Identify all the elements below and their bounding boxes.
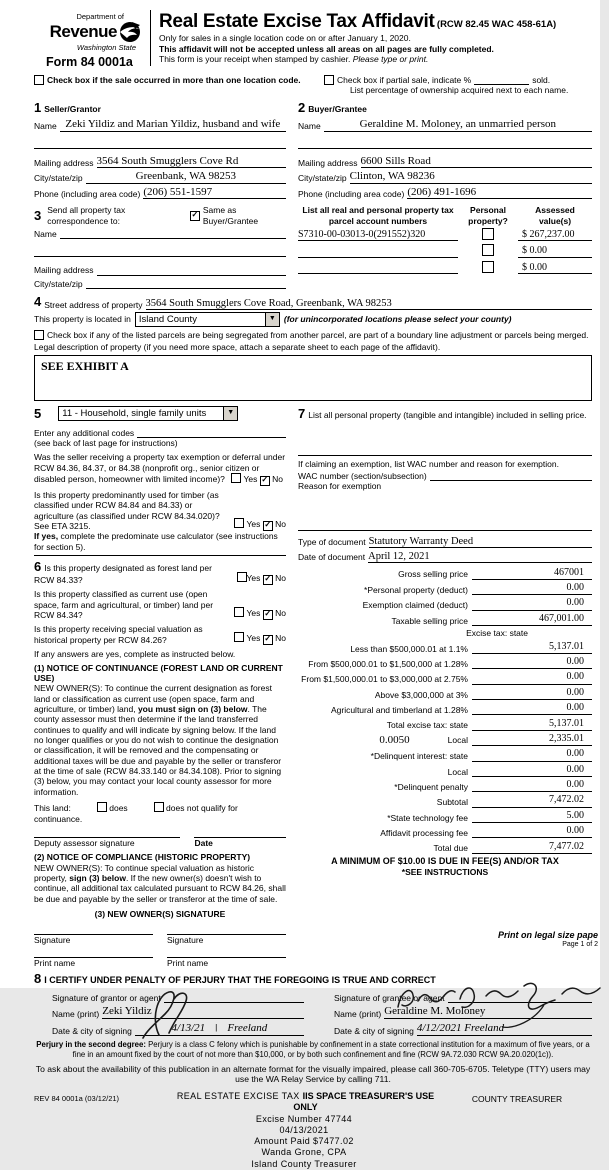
treasurer-title: Island County Treasurer bbox=[251, 1158, 357, 1169]
deputy-date-label: Date bbox=[194, 837, 213, 848]
certify-statement: I CERTIFY UNDER PENALTY OF PERJURY THAT THE FOREGOING IS TRUE AND CORRECT bbox=[44, 975, 436, 986]
section-8-number: 8 bbox=[34, 971, 42, 987]
section-3-correspondence bbox=[34, 205, 286, 289]
county-dropdown-value: Island County bbox=[138, 313, 197, 325]
partial-sale-sold-label: sold. bbox=[532, 74, 551, 85]
buyer-city-field[interactable]: Clinton, WA 98236 bbox=[350, 171, 592, 184]
owner-signature-label-2: Signature bbox=[167, 935, 204, 946]
seller-name-2-field[interactable] bbox=[34, 139, 286, 149]
section-4-number: 4 bbox=[34, 294, 42, 310]
assessed-value-field-2[interactable]: $ 0.00 bbox=[518, 246, 592, 258]
section-1-title: Seller/Grantor bbox=[44, 104, 101, 115]
logo-dept-text: Department of bbox=[76, 12, 124, 21]
county-treasurer-label: COUNTY TREASURER bbox=[471, 1094, 563, 1105]
perjury-statement: Perjury in the second degree: Perjury is a class C felony which is punishable by confinement in a state correctional institution for a maximum of five years, or a fine in an amount fixed by the court of not more than $10,000, or by both such confinement and fine (RCW 9A.72.030 RCW 9A.20.020(1c)). bbox=[36, 1040, 590, 1060]
grantee-date-field[interactable]: 4/12/2021 Freeland bbox=[417, 1022, 592, 1036]
section-6: 6 Is this property designated as forest land per RCW 84.33? Yes ✓ No Is this property classified as current use (open space, farm and agricultural, or timber) land per RCW 84.34? Yes ✓ No Is this property receiving special valuation as historical property per RCW 84.26? Yes ✓ No If any answers are yes, complete as instructed below. (1) NOTICE OF CONTINUANCE (FOREST LAND OR CURRENT USE) NEW OWNER(S): To continue the current designation as forest land or classification as current use (open space, farm and agriculture, or timber) land, you must sign on (3) below. The county assessor must then determine if the land transferred continues to qualify and will indicate by signing below. If the land no longer qualifies or you do not wish to continue the designation or classification, it will be removed and the compensating or additional taxes will be due and payable by the seller or transferor at the time of sale (RCW 84.33.140 or 84.34.108). Prior to signing (3) below, you may contact your local county assessor for more information. This land: does does not qualify for continuance. Deputy assessor signature Date (2) NOTICE OF COMPLIANCE (HISTORIC PROPERTY) NEW OWNER(S): To continue special valuation as historic property, sign (3) below. If the new owner(s) doesn't wish to continue, all additional tax calculated pursuant to RCW 84.26, shall be due and payable by the seller or transferor at the time of sale. (3) NEW OWNER(S) SIGNATURE Signature Signature Print name Print name bbox=[34, 559, 286, 968]
owner-print-label-1: Print name bbox=[34, 957, 76, 968]
county-note: (for unincorporated locations please select your county) bbox=[283, 314, 512, 325]
tax-row-tier-3: From $1,500,000.01 to $3,000,000 at 2.75% 0.00 bbox=[298, 671, 592, 684]
section-1-seller bbox=[34, 100, 286, 199]
excise-number: Excise Number 47744 bbox=[255, 1113, 353, 1124]
buyer-phone-field[interactable]: (206) 491-1696 bbox=[407, 187, 592, 200]
tax-row-agricultural: Agricultural and timberland at 1.28% 0.00 bbox=[298, 702, 592, 715]
grantor-sig-label: Signature of grantor or agent bbox=[52, 992, 161, 1003]
multiple-location-label: Check box if the sale occurred in more than one location code. bbox=[47, 74, 301, 85]
grantor-date-handwritten: 4/13/21 bbox=[171, 1021, 206, 1034]
tax-row-gross: Gross selling price 467001 bbox=[298, 567, 592, 580]
forest-no-checkbox[interactable] bbox=[263, 575, 273, 585]
buyer-mailing-field[interactable]: 6600 Sills Road bbox=[361, 156, 592, 169]
located-in-label: This property is located in bbox=[34, 314, 131, 325]
section-7-number: 7 bbox=[298, 405, 306, 421]
current-use-no-checkbox[interactable] bbox=[263, 610, 273, 620]
stamp-title: REAL ESTATE EXCISE TAX bbox=[176, 1091, 300, 1102]
exemption-no-checkbox[interactable] bbox=[260, 476, 270, 486]
assessed-value-col-header: Assessed value(s) bbox=[535, 205, 575, 226]
document-divider bbox=[298, 530, 592, 531]
historical-question: Is this property receiving special valuation as historical property per RCW 84.26? bbox=[34, 624, 203, 645]
same-as-buyer-checkbox[interactable] bbox=[190, 211, 200, 221]
deputy-assessor-row bbox=[34, 836, 286, 848]
notice-continuance-title: (1) NOTICE OF CONTINUANCE (FOREST LAND OR CURRENT USE) bbox=[34, 662, 283, 683]
current-use-yes-checkbox[interactable] bbox=[234, 607, 244, 617]
additional-codes-label: Enter any additional codes bbox=[34, 427, 135, 438]
owner-signature-label-1: Signature bbox=[34, 935, 71, 946]
section-5 bbox=[34, 406, 286, 556]
deputy-signature-label: Deputy assessor signature bbox=[34, 837, 135, 848]
personal-property-checkbox-3[interactable] bbox=[482, 261, 494, 273]
grantor-name-field[interactable]: Zeki Yildiz bbox=[102, 1006, 304, 1019]
corr-mailing-label: Mailing address bbox=[34, 265, 94, 276]
print-footer bbox=[498, 930, 598, 950]
exemption-question: Was the seller receiving a property tax exemption or deferral under RCW 84.36, 84.37, or 84.38 (nonprofit org., senior citizen or disabled person, homeowner with limited income)? Yes ✓ No bbox=[34, 452, 286, 486]
corr-city-label: City/state/zip bbox=[34, 278, 83, 289]
notice-continuance-body: NEW OWNER(S): To continue the current designation as forest land or classification as current use (open space, farm and agriculture, or timber) land, you must sign on (3) below. The county assessor must then determine if the land transferred continues to qualify and will indicate by signing below. If the land no longer qualifies or you do not wish to continue the designation or classification, it will be removed and the compensating or additional taxes will be due and payable by the seller or transferor at the time of sale (RCW 84.33.140 or 84.34.108). Prior to signing (3) below, you may contact your local county assessor for more information. bbox=[34, 683, 282, 797]
corr-city-field[interactable] bbox=[86, 279, 286, 289]
minimum-due-note: A MINIMUM OF $10.00 IS DUE IN FEE(S) AND/OR TAX bbox=[331, 855, 559, 866]
tax-row-excise-header: Excise tax: state bbox=[466, 628, 528, 639]
exemption-yes-checkbox[interactable] bbox=[231, 473, 241, 483]
parcel-table-header bbox=[298, 205, 592, 226]
new-owner-signature-row bbox=[34, 933, 286, 945]
street-address-field[interactable]: 3564 South Smugglers Cove Road, Greenbank, WA 98253 bbox=[146, 298, 592, 310]
grantor-sig-field[interactable] bbox=[164, 993, 304, 1003]
reason-exemption-field[interactable] bbox=[298, 492, 592, 528]
partial-sale-checkbox[interactable] bbox=[324, 75, 334, 85]
date-city-divider: | bbox=[215, 1021, 218, 1032]
parcel-col-header: List all real and personal property tax parcel account numbers bbox=[302, 205, 454, 226]
stamp-date: 04/13/2021 bbox=[279, 1124, 329, 1135]
forest-yes-checkbox[interactable] bbox=[237, 572, 247, 582]
street-address-label: Street address of property bbox=[44, 299, 143, 310]
buyer-name-field[interactable]: Geraldine M. Moloney, an unmarried person bbox=[324, 119, 592, 132]
land-use-dropdown-arrow-icon[interactable]: ▼ bbox=[223, 407, 237, 420]
tax-row-taxable: Taxable selling price 467,001.00 bbox=[298, 613, 592, 626]
tax-row-tier-1: Less than $500,000.01 at 1.1% 5,137.01 bbox=[298, 641, 592, 654]
treasurer-name: Wanda Grone, CPA bbox=[261, 1147, 347, 1158]
legal-description-value: SEE EXHIBIT A bbox=[41, 358, 129, 373]
tax-row-delinquent-penalty: *Delinquent penalty 0.00 bbox=[298, 779, 592, 792]
page-title: Real Estate Excise Tax Affidavit bbox=[159, 11, 435, 32]
current-use-question: Is this property classified as current use (open space, farm and agricultural, or timber) land per RCW 84.34? bbox=[34, 589, 214, 621]
see-back-note: (see back of last page for instructions) bbox=[34, 437, 178, 448]
corr-name-label: Name bbox=[34, 229, 57, 240]
section-5-number: 5 bbox=[34, 405, 42, 421]
type-of-document-label: Type of document bbox=[298, 537, 366, 548]
section-4-property bbox=[34, 294, 592, 401]
tax-row-tier-4: Above $3,000,000 at 3% 0.00 bbox=[298, 687, 592, 700]
assessed-value-field-3[interactable]: $ 0.00 bbox=[518, 263, 592, 275]
revenue-swirl-icon bbox=[118, 21, 142, 43]
section-7 bbox=[298, 406, 592, 531]
personal-property-col-header: Personal property? bbox=[468, 205, 508, 226]
personal-property-checkbox-1[interactable] bbox=[482, 228, 494, 240]
notice-compliance-title: (2) NOTICE OF COMPLIANCE (HISTORIC PROPERTY) bbox=[34, 852, 251, 863]
partial-sale-label: Check box if partial sale, indicate % bbox=[337, 74, 472, 85]
section-2-number: 2 bbox=[298, 100, 306, 116]
land-use-code-dropdown[interactable] bbox=[58, 406, 238, 421]
grantee-sig-label: Signature of grantee or agent bbox=[334, 992, 445, 1003]
wac-number-label: WAC number (section/subsection) bbox=[298, 470, 427, 481]
additional-codes-field[interactable] bbox=[137, 428, 286, 438]
parcel-row bbox=[298, 261, 592, 274]
tax-row-total-state: Total excise tax: state 5,137.01 bbox=[298, 718, 592, 731]
grantee-sig-field[interactable] bbox=[448, 993, 592, 1003]
same-as-buyer-label: Same as Buyer/Grantee bbox=[202, 205, 259, 226]
personal-property-label: List all personal property (tangible and intangible) included in selling price. bbox=[308, 409, 587, 420]
treasurer-stamp bbox=[169, 1091, 442, 1170]
tax-row-subtotal: Subtotal 7,472.02 bbox=[298, 794, 592, 807]
grantee-name-label: Name (print) bbox=[334, 1008, 382, 1019]
assessed-value-field-1[interactable]: $ 267,237.00 bbox=[518, 230, 592, 242]
seller-name-label: Name bbox=[34, 121, 57, 132]
treasurer-use-label: IIS SPACE TREASURER'S USE ONLY bbox=[293, 1091, 435, 1113]
section-1-number: 1 bbox=[34, 100, 42, 116]
historical-yes-checkbox[interactable] bbox=[234, 632, 244, 642]
section-2-title: Buyer/Grantee bbox=[308, 104, 367, 115]
buyer-name-2-field[interactable] bbox=[298, 139, 592, 149]
personal-property-field[interactable] bbox=[298, 422, 592, 452]
if-yes-note: If yes, complete the predominate use calculator (see instructions for section 5). bbox=[34, 531, 278, 552]
parcel-number-field-3[interactable] bbox=[298, 263, 458, 274]
continuance-label: continuance. bbox=[34, 813, 83, 824]
if-any-note: If any answers are yes, complete as instructed below. bbox=[34, 649, 236, 660]
tax-row-processing-fee: Affidavit processing fee 0.00 bbox=[298, 825, 592, 838]
section-3-label: Send all property tax correspondence to: bbox=[47, 205, 126, 226]
parcel-number-field[interactable]: S7310-00-03013-0(291552)320 bbox=[298, 230, 458, 242]
owner-print-label-2: Print name bbox=[167, 957, 209, 968]
buyer-name-label: Name bbox=[298, 121, 321, 132]
rev-number: REV 84 0001a (03/12/21) bbox=[34, 1094, 120, 1104]
local-rate-value: 0.0050 bbox=[379, 733, 410, 746]
new-owners-signature-title: (3) NEW OWNER(S) SIGNATURE bbox=[94, 909, 226, 920]
amount-paid: Amount Paid $7477.02 bbox=[254, 1136, 354, 1147]
exemption-claim-note: If claiming an exemption, list WAC number and reason for exemption. bbox=[298, 458, 559, 469]
form-number: Form 84 0001a bbox=[46, 55, 133, 70]
grantor-date-field[interactable] bbox=[135, 1022, 304, 1036]
seller-city-field[interactable]: Greenbank, WA 98253 bbox=[86, 171, 286, 184]
header-divider bbox=[150, 10, 151, 66]
header-subtitle-3: This form is your receipt when stamped by cashier. Please type or print. bbox=[159, 53, 429, 64]
type-of-document-field[interactable]: Statutory Warranty Deed bbox=[369, 536, 592, 548]
tax-row-total-due: Total due 7,477.02 bbox=[298, 841, 592, 854]
legal-description-label: Legal description of property (if you need more space, attach a separate sheet to each page of the affidavit). bbox=[34, 342, 441, 353]
tax-row-personal-deduct: *Personal property (deduct) 0.00 bbox=[298, 582, 592, 595]
wac-number-field[interactable] bbox=[430, 471, 592, 481]
historical-no-checkbox[interactable] bbox=[263, 635, 273, 645]
ownership-note: List percentage of ownership acquired next to each name. bbox=[350, 84, 569, 95]
buyer-city-label: City/state/zip bbox=[298, 173, 347, 184]
land-does-not-checkbox[interactable] bbox=[154, 802, 164, 812]
section-3-number: 3 bbox=[34, 207, 42, 223]
county-dropdown-arrow-icon[interactable]: ▼ bbox=[265, 313, 279, 326]
timber-yes-checkbox[interactable] bbox=[234, 518, 244, 528]
date-of-document-label: Date of document bbox=[298, 552, 366, 563]
header-subtitle-1: Only for sales in a single location code on or after January 1, 2020. bbox=[159, 33, 411, 44]
timber-question: Is this property predominantly used for timber (as classified under RCW 84.84 and 84.33) or agriculture (as classified under RCW 84.34.020)? See ETA 3215. Yes ✓ No bbox=[34, 490, 286, 531]
seller-phone-label: Phone (including area code) bbox=[34, 188, 141, 199]
grantee-date-label: Date & city of signing bbox=[334, 1025, 414, 1036]
parcel-row bbox=[298, 228, 592, 241]
new-owner-print-row bbox=[34, 956, 286, 968]
header-subtitle-2: This affidavit will not be accepted unless all areas on all pages are fully completed. bbox=[159, 43, 494, 54]
seller-name-field[interactable]: Zeki Yildiz and Marian Yildiz, husband and wife bbox=[60, 119, 286, 132]
logo-revenue-text: Revenue bbox=[49, 21, 117, 41]
county-dropdown[interactable] bbox=[135, 312, 280, 327]
rcw-reference: (RCW 82.45 WAC 458-61A) bbox=[436, 19, 557, 30]
header bbox=[34, 8, 592, 71]
top-checkbox-row bbox=[34, 75, 592, 96]
corr-name-2-field[interactable] bbox=[34, 247, 286, 257]
parcel-table bbox=[298, 205, 592, 289]
document-info bbox=[298, 536, 592, 563]
parcel-row bbox=[298, 244, 592, 257]
section-8-certification bbox=[34, 971, 592, 1036]
section-7-divider bbox=[298, 455, 592, 456]
date-of-document-field[interactable]: April 12, 2021 bbox=[368, 551, 592, 563]
section-6-number: 6 bbox=[34, 559, 42, 575]
forest-land-question: Is this property designated as forest land per RCW 84.33? bbox=[34, 563, 212, 585]
grantee-name-field[interactable]: Geraldine M. Moloney bbox=[384, 1006, 592, 1019]
page-number: Page 1 of 2 bbox=[562, 940, 598, 948]
buyer-phone-label: Phone (including area code) bbox=[298, 188, 405, 199]
header-title-block bbox=[159, 8, 592, 71]
tax-row-delinquent-interest-local: Local 0.00 bbox=[298, 764, 592, 777]
revenue-logo bbox=[34, 8, 142, 71]
footer bbox=[34, 1091, 592, 1170]
tax-row-technology-fee: *State technology fee 5.00 bbox=[298, 810, 592, 823]
print-note: Print on legal size pape bbox=[497, 930, 598, 940]
land-does-checkbox[interactable] bbox=[97, 802, 107, 812]
seller-mailing-field[interactable]: 3564 South Smugglers Cove Rd bbox=[97, 156, 286, 169]
alt-format-statement: To ask about the availability of this publication in an alternate format for the visually impaired, please call 360-705-6705. Teletype (TTY) users may use the WA Relay Service by calling 711. bbox=[35, 1063, 591, 1085]
segregated-checkbox[interactable] bbox=[34, 330, 44, 340]
this-land-row: This land: does does not qualify for bbox=[34, 802, 238, 814]
grantor-date-label: Date & city of signing bbox=[52, 1025, 132, 1036]
timber-no-checkbox[interactable] bbox=[263, 521, 273, 531]
segregated-label: Check box if any of the listed parcels are being segregated from another parcel, are part of a boundary line adjustment or parcels being merged. bbox=[47, 329, 589, 340]
seller-phone-field[interactable]: (206) 551-1597 bbox=[143, 187, 286, 200]
tax-row-exemption-deduct: Exemption claimed (deduct) 0.00 bbox=[298, 597, 592, 610]
tax-row-delinquent-interest-state: *Delinquent interest: state 0.00 bbox=[298, 748, 592, 761]
personal-property-checkbox-2[interactable] bbox=[482, 244, 494, 256]
parcel-number-field-2[interactable] bbox=[298, 247, 458, 258]
seller-mailing-label: Mailing address bbox=[34, 157, 94, 168]
tax-row-tier-2: From $500,000.01 to $1,500,000 at 1.28% 0.00 bbox=[298, 656, 592, 669]
grantor-city-handwritten: Freeland bbox=[227, 1021, 268, 1034]
tax-computation bbox=[298, 567, 592, 878]
section-5-divider bbox=[34, 555, 286, 556]
logo-state-text: Washington State bbox=[76, 43, 136, 53]
corr-mailing-field[interactable] bbox=[97, 266, 286, 276]
section-2-buyer bbox=[298, 100, 592, 199]
corr-name-field[interactable] bbox=[60, 229, 286, 239]
buyer-mailing-label: Mailing address bbox=[298, 157, 358, 168]
legal-description-box[interactable] bbox=[34, 355, 592, 401]
grantor-name-label: Name (print) bbox=[52, 1008, 100, 1019]
seller-city-label: City/state/zip bbox=[34, 173, 83, 184]
land-use-code-value: 11 - Household, single family units bbox=[62, 407, 207, 419]
multiple-location-checkbox[interactable] bbox=[34, 75, 44, 85]
reason-exemption-label: Reason for exemption bbox=[298, 481, 382, 492]
notice-compliance-body: NEW OWNER(S): To continue special valuation as historic property, sign (3) below. If the new owner(s) doesn't wish to continue, all additional tax calculated pursuant to RCW 84.26, shall be due and payable by the seller or transferor at the time of sale. bbox=[34, 862, 286, 904]
grantor-signature-block bbox=[34, 989, 304, 1036]
see-instructions-note: *SEE INSTRUCTIONS bbox=[401, 866, 489, 877]
tax-row-local: 0.0050 Local 2,335.01 bbox=[298, 733, 592, 746]
grantee-signature-block bbox=[316, 989, 592, 1036]
